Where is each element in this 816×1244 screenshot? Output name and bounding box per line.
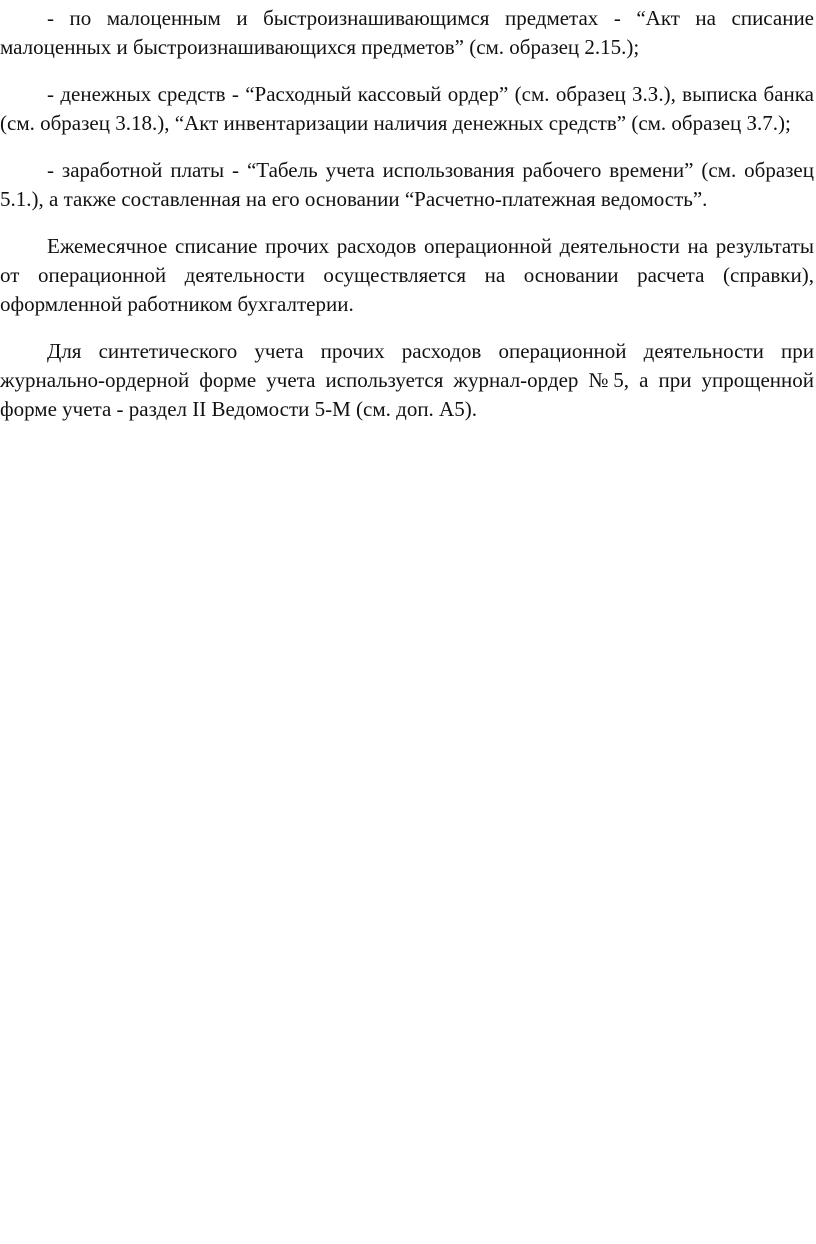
paragraph-low-value-items: - по малоценным и быстроизнашивающимся предметах - “Акт на списание малоценных и быстроизнашивающихся предметов” (см. образец 2.15.); <box>0 6 814 59</box>
paragraph-synthetic-accounting: Для синтетического учета прочих расходов операционной деятельности при журнально-ордерной форме учета используется журнал-ордер №5, а при упрощенной форме учета - раздел II Ведомости 5-М (см. доп. А5). <box>0 339 814 421</box>
paragraph-wages: - заработной платы - “Табель учета использования рабочего времени” (см. образец 5.1.), а также составленная на его основании “Расчетно-платежная ведомость”. <box>0 158 814 211</box>
paragraph-cash-funds: - денежных средств - “Расходный кассовый ордер” (см. образец З.З.), выписка банка (см. образец 3.18.), “Акт инвентаризации наличия денежных средств” (см. образец З.7.); <box>0 82 814 135</box>
paragraph-monthly-writeoff: Ежемесячное списание прочих расходов операционной деятельности на результаты от операционной деятельности осуществляется на основании расчета (справки), оформленной работником бухгалтерии. <box>0 234 814 316</box>
document-body <box>0 4 814 442</box>
